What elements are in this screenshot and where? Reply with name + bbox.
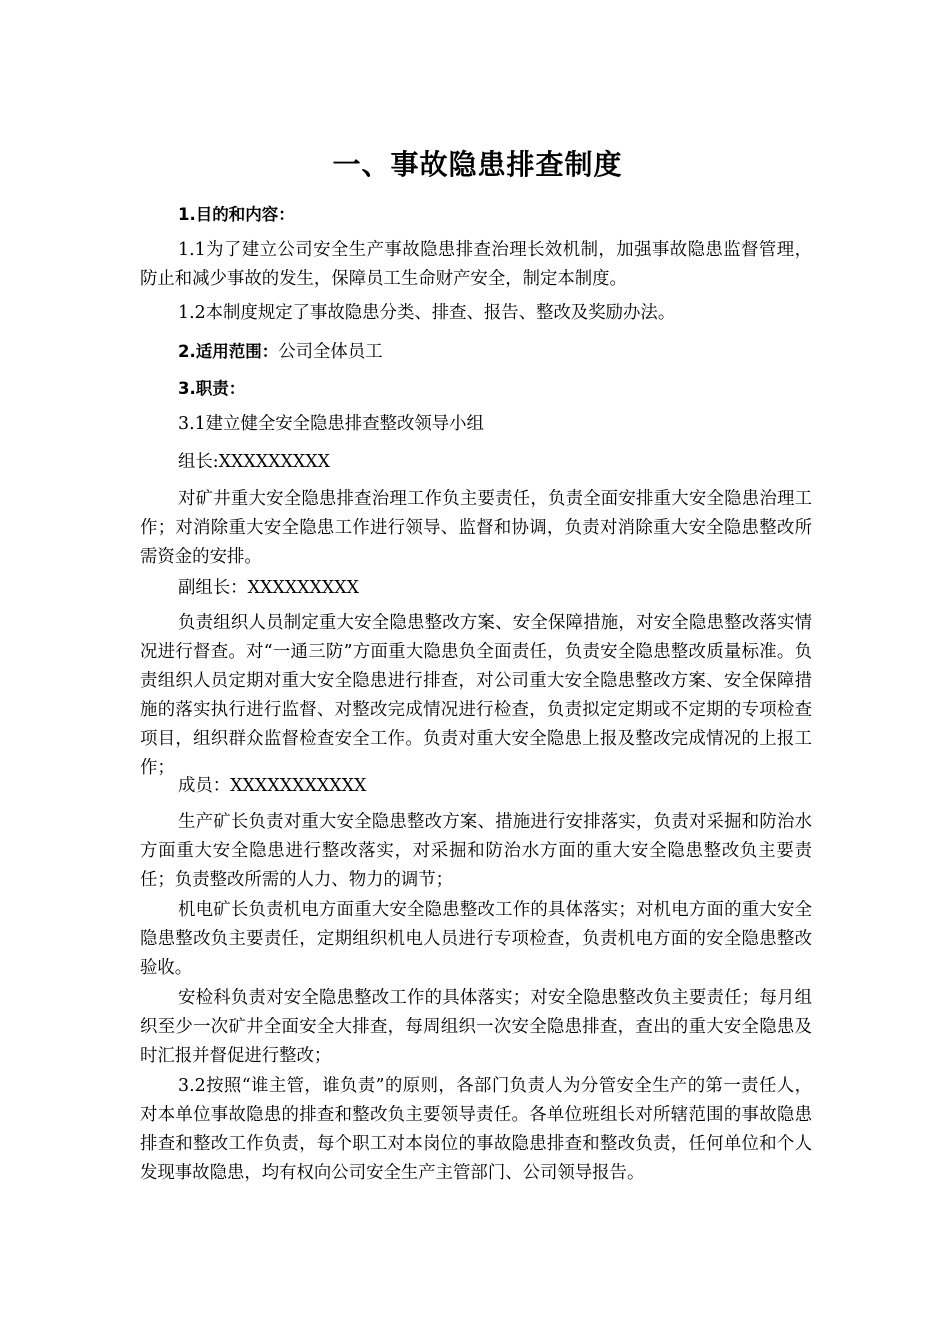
paragraph-1-2: 1.2本制度规定了事故隐患分类、排查、报告、整改及奖励办法。 <box>178 303 676 323</box>
section-heading-purpose <box>140 200 812 230</box>
deputy-line: 副组长：XXXXXXXXX <box>178 578 359 598</box>
members-line: 成员：XXXXXXXXXXX <box>178 776 367 796</box>
document-title: 一、事故隐患排查制度 <box>332 148 623 181</box>
leader-line: 组长:XXXXXXXXX <box>178 452 331 472</box>
section-heading-scope <box>140 337 812 367</box>
member-safety-description: 安检科负责对安全隐患整改工作的具体落实；对安全隐患整改负主要责任；每月组织至少一次矿井全面安全大排查，每周组织一次安全隐患排查，查出的重大安全隐患及时汇报并督促进行整改； <box>140 988 812 1066</box>
heading-text: 1.目的和内容： <box>178 205 295 224</box>
member-mechanical-description: 机电矿长负责机电方面重大安全隐患整改工作的具体落实；对机电方面的重大安全隐患整改负主要责任，定期组织机电人员进行专项检查，负责机电方面的安全隐患整改验收。 <box>140 900 812 978</box>
leader-description: 对矿井重大安全隐患排查治理工作负主要责任，负责全面安排重大安全隐患治理工作；对消除重大安全隐患工作进行领导、监督和协调，负责对消除重大安全隐患整改所需资金的安排。 <box>140 489 812 567</box>
scope-value: 公司全体员工 <box>278 342 383 362</box>
paragraph-1-1: 1.1为了建立公司安全生产事故隐患排查治理长效机制，加强事故隐患监督管理，防止和减少事故的发生，保障员工生命财产安全，制定本制度。 <box>140 240 812 289</box>
member-production-description: 生产矿长负责对重大安全隐患整改方案、措施进行安排落实，负责对采掘和防治水方面重大安全隐患进行整改落实，对采掘和防治水方面的重大安全隐患整改负主要责任；负责整改所需的人力、物力的调节； <box>140 812 812 890</box>
document-page <box>140 0 815 1344</box>
scope-label: 2.适用范围： <box>178 342 279 361</box>
deputy-description: 负责组织人员制定重大安全隐患整改方案、安全保障措施，对安全隐患整改落实情况进行督查。对“一通三防”方面重大隐患负全面责任，负责安全隐患整改质量标准。负责组织人员定期对重大安全隐患进行排查，对公司重大安全隐患整改方案、安全保障措施的落实执行进行监督、对整改完成情况进行检查，负责拟定定期或不定期的专项检查项目，组织群众监督检查安全工作。负责对重大安全隐患上报及整改完成情况的上报工作； <box>140 613 812 778</box>
heading-text: 3.职责： <box>178 379 246 398</box>
paragraph-3-2: 3.2按照“谁主管，谁负责”的原则，各部门负责人为分管安全生产的第一责任人，对本单位事故隐患的排查和整改负主要领导责任。各单位班组长对所辖范围的事故隐患排查和整改工作负责，每个职工对本岗位的事故隐患排查和整改负责，任何单位和个人发现事故隐患，均有权向公司安全生产主管部门、公司领导报告。 <box>140 1076 812 1183</box>
section-heading-duties <box>140 374 812 404</box>
paragraph-3-1: 3.1建立健全安全隐患排查整改领导小组 <box>178 414 484 434</box>
